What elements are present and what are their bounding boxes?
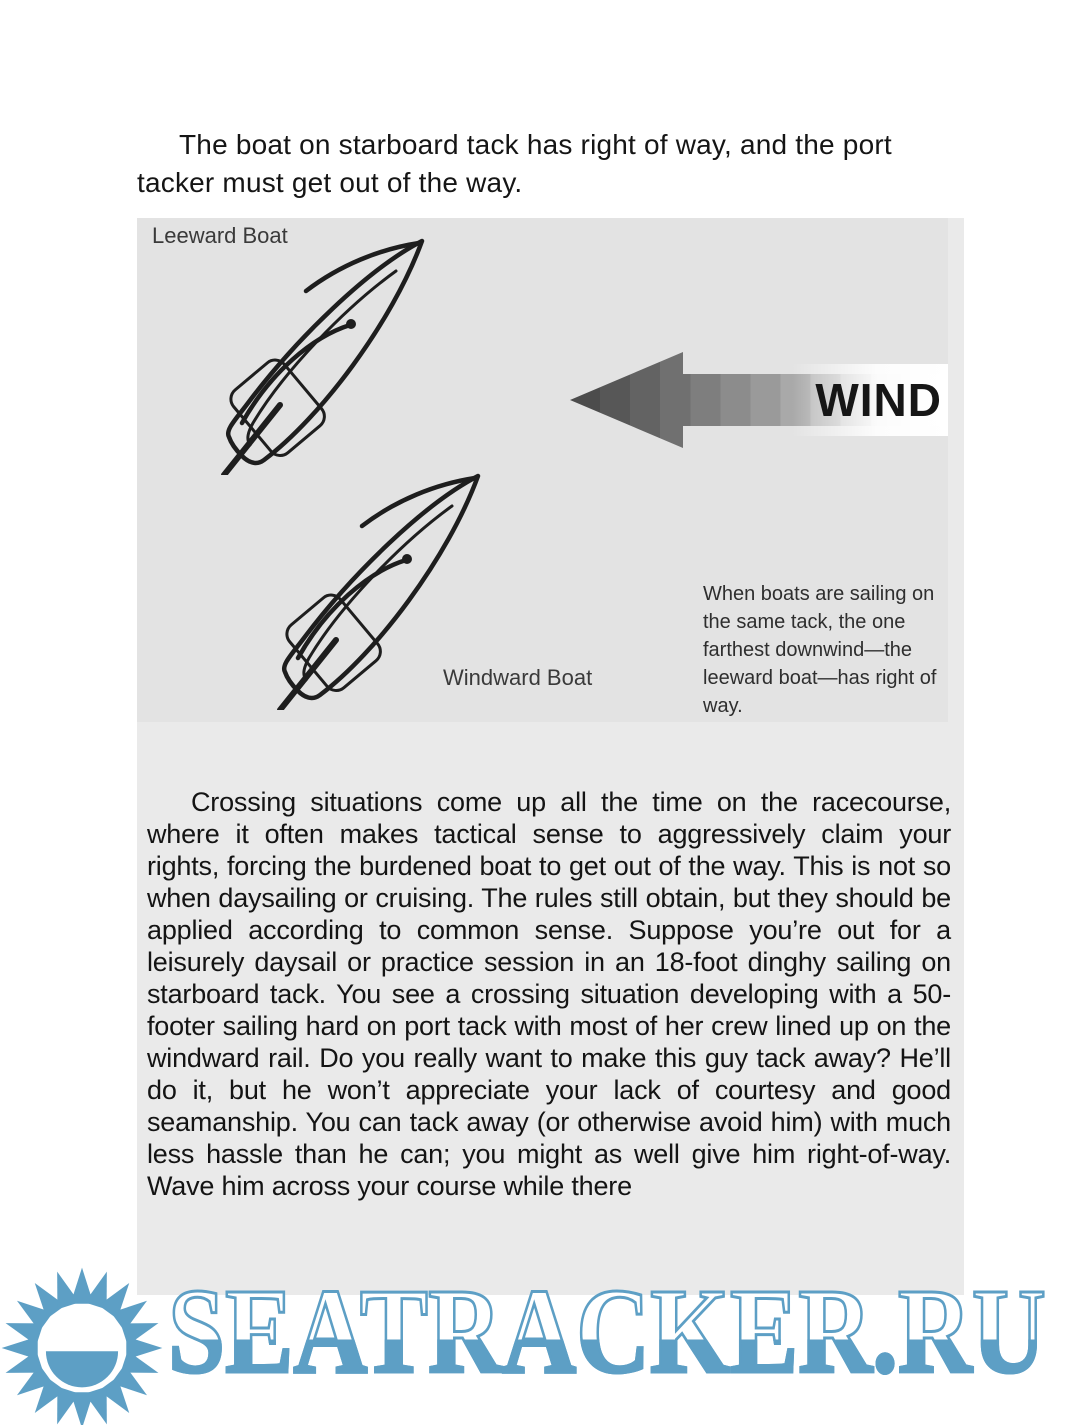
body-paragraph: Crossing situations come up all the time on the racecourse, where it often makes tactical sense to aggressively claim your rights, forcing the burdened boat to get out of the way. This is not so when daysailing or cruising. The rules still obtain, but they should be applied according to common sense. Suppose you’re out for a leisurely daysail or practice session in an 18-foot dinghy sailing on starboard tack. You see a crossing situation developing with a 50-footer sailing hard on port tack with most of her crew lined up on the windward rail. Do you really want to make this guy tack away? He’ll do it, but he won’t appreciate your lack of courtesy and good seamanship. You can tack away (or otherwise avoid him) with much less hassle than he can; you might as well give him right-of-way. Wave him across your course while there bbox=[147, 787, 951, 1201]
watermark: SEATRACKER.RU bbox=[168, 1264, 1046, 1399]
figure-caption: When boats are sailing on the same tack, the one farthest downwind—the leeward boat—has right of way. bbox=[703, 583, 937, 717]
leeward-boat-label: Leeward Boat bbox=[152, 223, 288, 248]
intro-paragraph: The boat on starboard tack has right of way, and the port tacker must get out of the way. bbox=[137, 129, 892, 198]
windward-boat-label: Windward Boat bbox=[443, 665, 593, 690]
leeward-sailboat-icon bbox=[220, 235, 430, 475]
wind-label: WIND bbox=[792, 364, 948, 436]
sun-over-water-icon bbox=[0, 1266, 164, 1425]
right-of-way-diagram bbox=[137, 218, 948, 722]
